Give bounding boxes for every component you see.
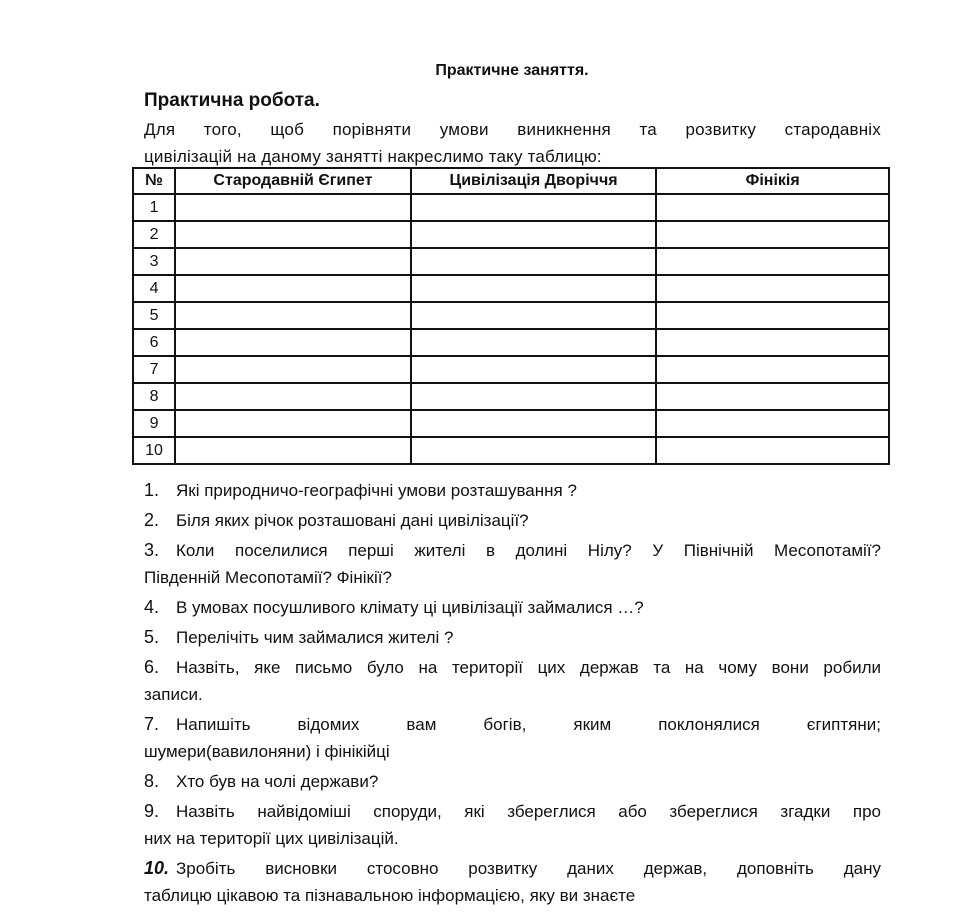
question-number: 7.: [144, 714, 160, 734]
mesopotamia-cell[interactable]: [411, 383, 657, 410]
comparison-table: [132, 167, 890, 465]
question-item: [144, 507, 881, 534]
section-title: Практична робота.: [144, 90, 320, 111]
table-header-row: [133, 168, 889, 194]
phoenicia-cell[interactable]: [656, 194, 889, 221]
page-title: Практичне заняття.: [435, 62, 589, 79]
column-header-mesopotamia: Цивілізація Дворіччя: [411, 168, 657, 194]
question-text-line-1: Назвіть найвідоміші споруди, які збереглися або збереглися згадки про: [176, 802, 881, 821]
mesopotamia-cell[interactable]: [411, 410, 657, 437]
row-number: 5: [133, 302, 175, 329]
egypt-cell[interactable]: [175, 302, 411, 329]
question-text-line-2: записи.: [144, 685, 203, 704]
egypt-cell[interactable]: [175, 221, 411, 248]
column-header-phoenicia: Фінікія: [656, 168, 889, 194]
question-number: 10.: [144, 858, 170, 878]
question-number: 3.: [144, 540, 160, 560]
intro-line-1: Для того, щоб порівняти умови виникнення та розвитку стародавніх: [144, 120, 881, 139]
table-row: [133, 248, 889, 275]
phoenicia-cell[interactable]: [656, 329, 889, 356]
phoenicia-cell[interactable]: [656, 383, 889, 410]
table-row: [133, 194, 889, 221]
question-item: [144, 798, 881, 852]
phoenicia-cell[interactable]: [656, 437, 889, 464]
question-text-line-1: Назвіть, яке письмо було на території цих держав та на чому вони робили: [176, 658, 881, 677]
question-item: [144, 855, 881, 909]
intro-line-2: цивілізацій на даному занятті накреслимо таку таблицю:: [144, 147, 602, 166]
phoenicia-cell[interactable]: [656, 356, 889, 383]
question-item: [144, 477, 881, 504]
question-number: 4.: [144, 597, 160, 617]
question-item: [144, 654, 881, 708]
table-row: [133, 383, 889, 410]
questions-list: [144, 477, 881, 912]
question-item: [144, 768, 881, 795]
column-header-number: №: [133, 168, 175, 194]
table-row: [133, 302, 889, 329]
question-text-line-1: Коли поселилися перші жителі в долині Нілу? У Північній Месопотамії?: [176, 541, 881, 560]
table-row: [133, 275, 889, 302]
mesopotamia-cell[interactable]: [411, 194, 657, 221]
question-item: [144, 594, 881, 621]
mesopotamia-cell[interactable]: [411, 356, 657, 383]
question-text: Біля яких річок розташовані дані цивілізації?: [176, 511, 529, 530]
question-text-line-1: Зробіть висновки стосовно розвитку даних держав, доповніть дану: [176, 859, 881, 878]
question-text-line-2: Південній Месопотамії? Фінікії?: [144, 568, 392, 587]
question-number: 9.: [144, 801, 160, 821]
question-number: 5.: [144, 627, 160, 647]
egypt-cell[interactable]: [175, 356, 411, 383]
egypt-cell[interactable]: [175, 410, 411, 437]
table-row: [133, 437, 889, 464]
question-text-line-2: таблицю цікавою та пізнавальною інформацією, яку ви знаєте: [144, 886, 636, 905]
egypt-cell[interactable]: [175, 383, 411, 410]
phoenicia-cell[interactable]: [656, 410, 889, 437]
intro-paragraph: [144, 116, 881, 170]
table-row: [133, 410, 889, 437]
question-number: 1.: [144, 480, 160, 500]
mesopotamia-cell[interactable]: [411, 302, 657, 329]
row-number: 10: [133, 437, 175, 464]
table-row: [133, 356, 889, 383]
row-number: 7: [133, 356, 175, 383]
phoenicia-cell[interactable]: [656, 221, 889, 248]
row-number: 2: [133, 221, 175, 248]
question-text: Хто був на чолі держави?: [176, 772, 379, 791]
egypt-cell[interactable]: [175, 248, 411, 275]
egypt-cell[interactable]: [175, 437, 411, 464]
phoenicia-cell[interactable]: [656, 275, 889, 302]
question-number: 6.: [144, 657, 160, 677]
egypt-cell[interactable]: [175, 275, 411, 302]
phoenicia-cell[interactable]: [656, 302, 889, 329]
row-number: 4: [133, 275, 175, 302]
table-row: [133, 221, 889, 248]
column-header-egypt: Стародавній Єгипет: [175, 168, 411, 194]
question-item: [144, 624, 881, 651]
question-text: Перелічіть чим займалися жителі ?: [176, 628, 454, 647]
row-number: 1: [133, 194, 175, 221]
phoenicia-cell[interactable]: [656, 248, 889, 275]
question-number: 2.: [144, 510, 160, 530]
question-text: В умовах посушливого клімату ці цивілізації займалися …?: [176, 598, 644, 617]
question-item: [144, 711, 881, 765]
mesopotamia-cell[interactable]: [411, 329, 657, 356]
mesopotamia-cell[interactable]: [411, 248, 657, 275]
table-row: [133, 329, 889, 356]
question-item: [144, 537, 881, 591]
row-number: 9: [133, 410, 175, 437]
row-number: 8: [133, 383, 175, 410]
mesopotamia-cell[interactable]: [411, 221, 657, 248]
mesopotamia-cell[interactable]: [411, 437, 657, 464]
row-number: 6: [133, 329, 175, 356]
question-text-line-2: шумери(вавилоняни) і фінікійці: [144, 742, 390, 761]
egypt-cell[interactable]: [175, 194, 411, 221]
question-text-line-2: них на території цих цивілізацій.: [144, 829, 399, 848]
egypt-cell[interactable]: [175, 329, 411, 356]
mesopotamia-cell[interactable]: [411, 275, 657, 302]
row-number: 3: [133, 248, 175, 275]
question-number: 8.: [144, 771, 160, 791]
question-text-line-1: Напишіть відомих вам богів, яким поклонялися єгиптяни;: [176, 715, 881, 734]
question-text: Які природничо-географічні умови розташування ?: [176, 481, 577, 500]
